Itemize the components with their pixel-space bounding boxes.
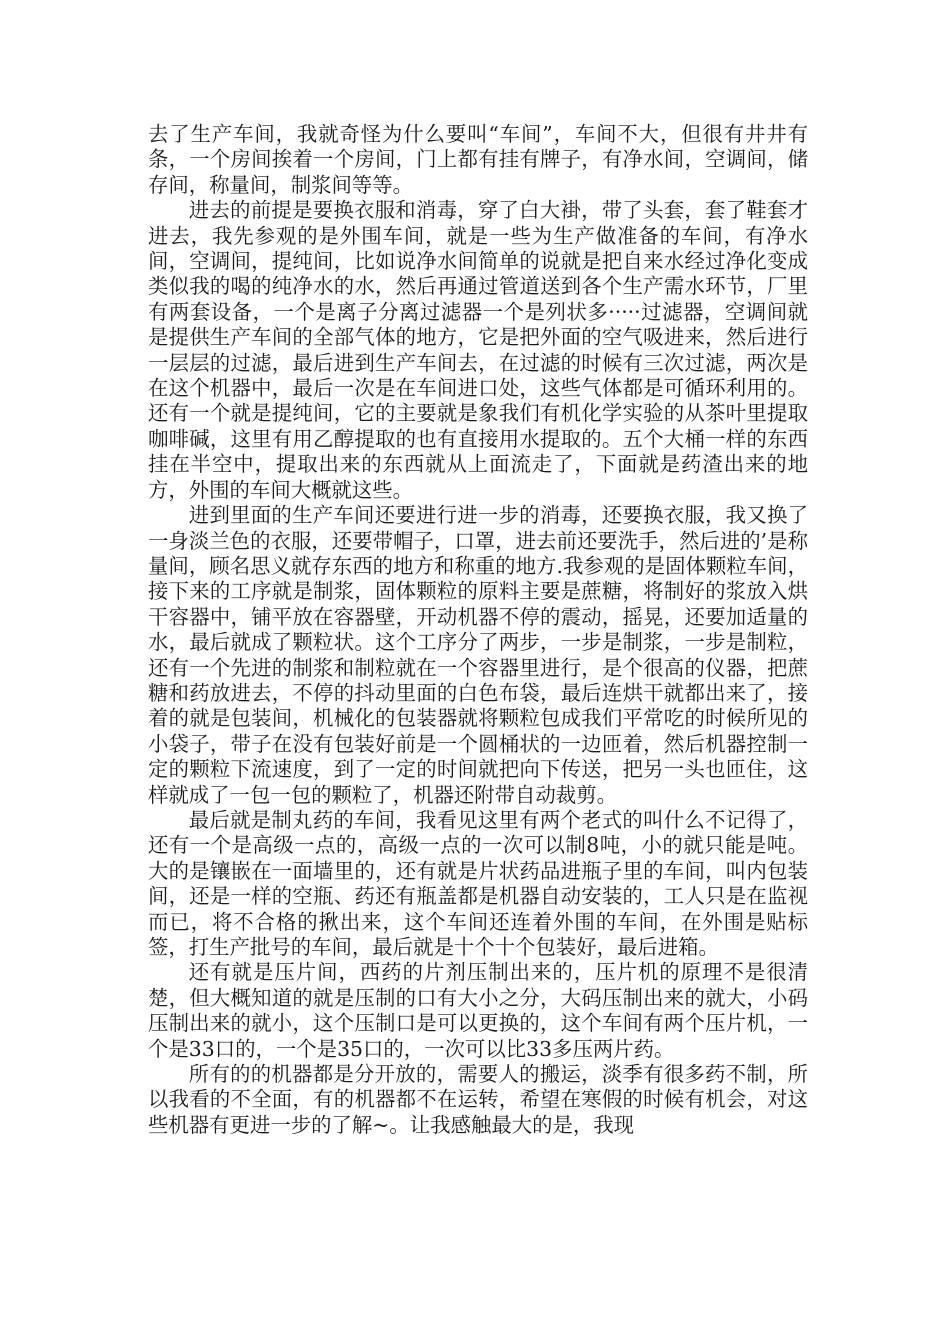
paragraph-2: 进去的前提是要换衣服和消毒，穿了白大褂，带了头套，套了鞋套才进去，我先参观的是外围车间，就是一些为生产做准备的车间，有净水间，空调间，提纯间，比如说净水间简单的说就是把自来水经过净化变成类似我的喝的纯净水的水，然后再通过管道送到各个生产需水环节，厂里有两套设备，一个是离子分离过滤器一个是列状多·····过滤器，空调间就是提供生产车间的全部气体的地方，它是把外面的空气吸进来，然后进行一层层的过滤，最后进到生产车间去，在过滤的时候有三次过滤，两次是在这个机器中，最后一次是在车间进口处，这些气体都是可循环利用的。还有一个就是提纯间，它的主要就是象我们有机化学实验的从茶叶里提取咖啡碱，这里有用乙醇提取的也有直接用水提取的。五个大桶一样的东西挂在半空中，提取出来的东西就从上面流走了，下面就是药渣出来的地方，外围的车间大概就这些。 [148, 198, 808, 502]
paragraph-6: 所有的的机器都是分开放的，需要人的搬运，淡季有很多药不制，所以我看的不全面，有的机器都不在运转，希望在寒假的时候有机会，对这些机器有更进一步的了解~。让我感触最大的是，我现 [148, 1062, 808, 1137]
paragraph-4: 最后就是制丸药的车间，我看见这里有两个老式的叫什么不记得了，还有一个是高级一点的，高级一点的一次可以制8吨，小的就只能是吨。大的是镶嵌在一面墙里的，还有就是片状药品进瓶子里的车间，叫内包装间，还是一样的空瓶、药还有瓶盖都是机器自动安装的，工人只是在监视而已，将不合格的揪出来，这个车间还连着外围的车间，在外围是贴标签，打生产批号的车间，最后就是十个十个包装好，最后进箱。 [148, 807, 808, 959]
paragraph-5: 还有就是压片间，西药的片剂压制出来的，压片机的原理不是很清楚，但大概知道的就是压制的口有大小之分，大码压制出来的就大，小码压制出来的就小，这个压制口是可以更换的，这个车间有两个压片机，一个是33口的，一个是35口的，一次可以比33多压两片药。 [148, 960, 808, 1061]
body-text [148, 122, 808, 1138]
paragraph-1: 去了生产车间，我就奇怪为什么要叫“车间”，车间不大，但很有井井有条，一个房间挨着一个房间，门上都有挂有牌子，有净水间，空调间，储存间，称量间，制浆间等等。 [148, 122, 808, 197]
paragraph-3: 进到里面的生产车间还要进行进一步的消毒，还要换衣服，我又换了一身淡兰色的衣服，还要带帽子，口罩，进去前还要洗手，然后进的’是称量间，顾名思义就存东西的地方和称重的地方.我参观的是固体颗粒车间，接下来的工序就是制浆，固体颗粒的原料主要是蔗糖，将制好的浆放入烘干容器中，铺平放在容器壁，开动机器不停的震动，摇晃，还要加适量的水，最后就成了颗粒状。这个工序分了两步，一步是制浆，一步是制粒，还有一个先进的制浆和制粒就在一个容器里进行，是个很高的仪器，把蔗糖和药放进去，不停的抖动里面的白色布袋，最后连烘干就都出来了，接着的就是包装间，机械化的包装器就将颗粒包成我们平常吃的时候所见的小袋子，带子在没有包装好前是一个圆桶状的一边匝着，然后机器控制一定的颗粒下流速度，到了一定的时间就把向下传送，把另一头也匝住，这样就成了一包一包的颗粒了，机器还附带自动裁剪。 [148, 503, 808, 807]
